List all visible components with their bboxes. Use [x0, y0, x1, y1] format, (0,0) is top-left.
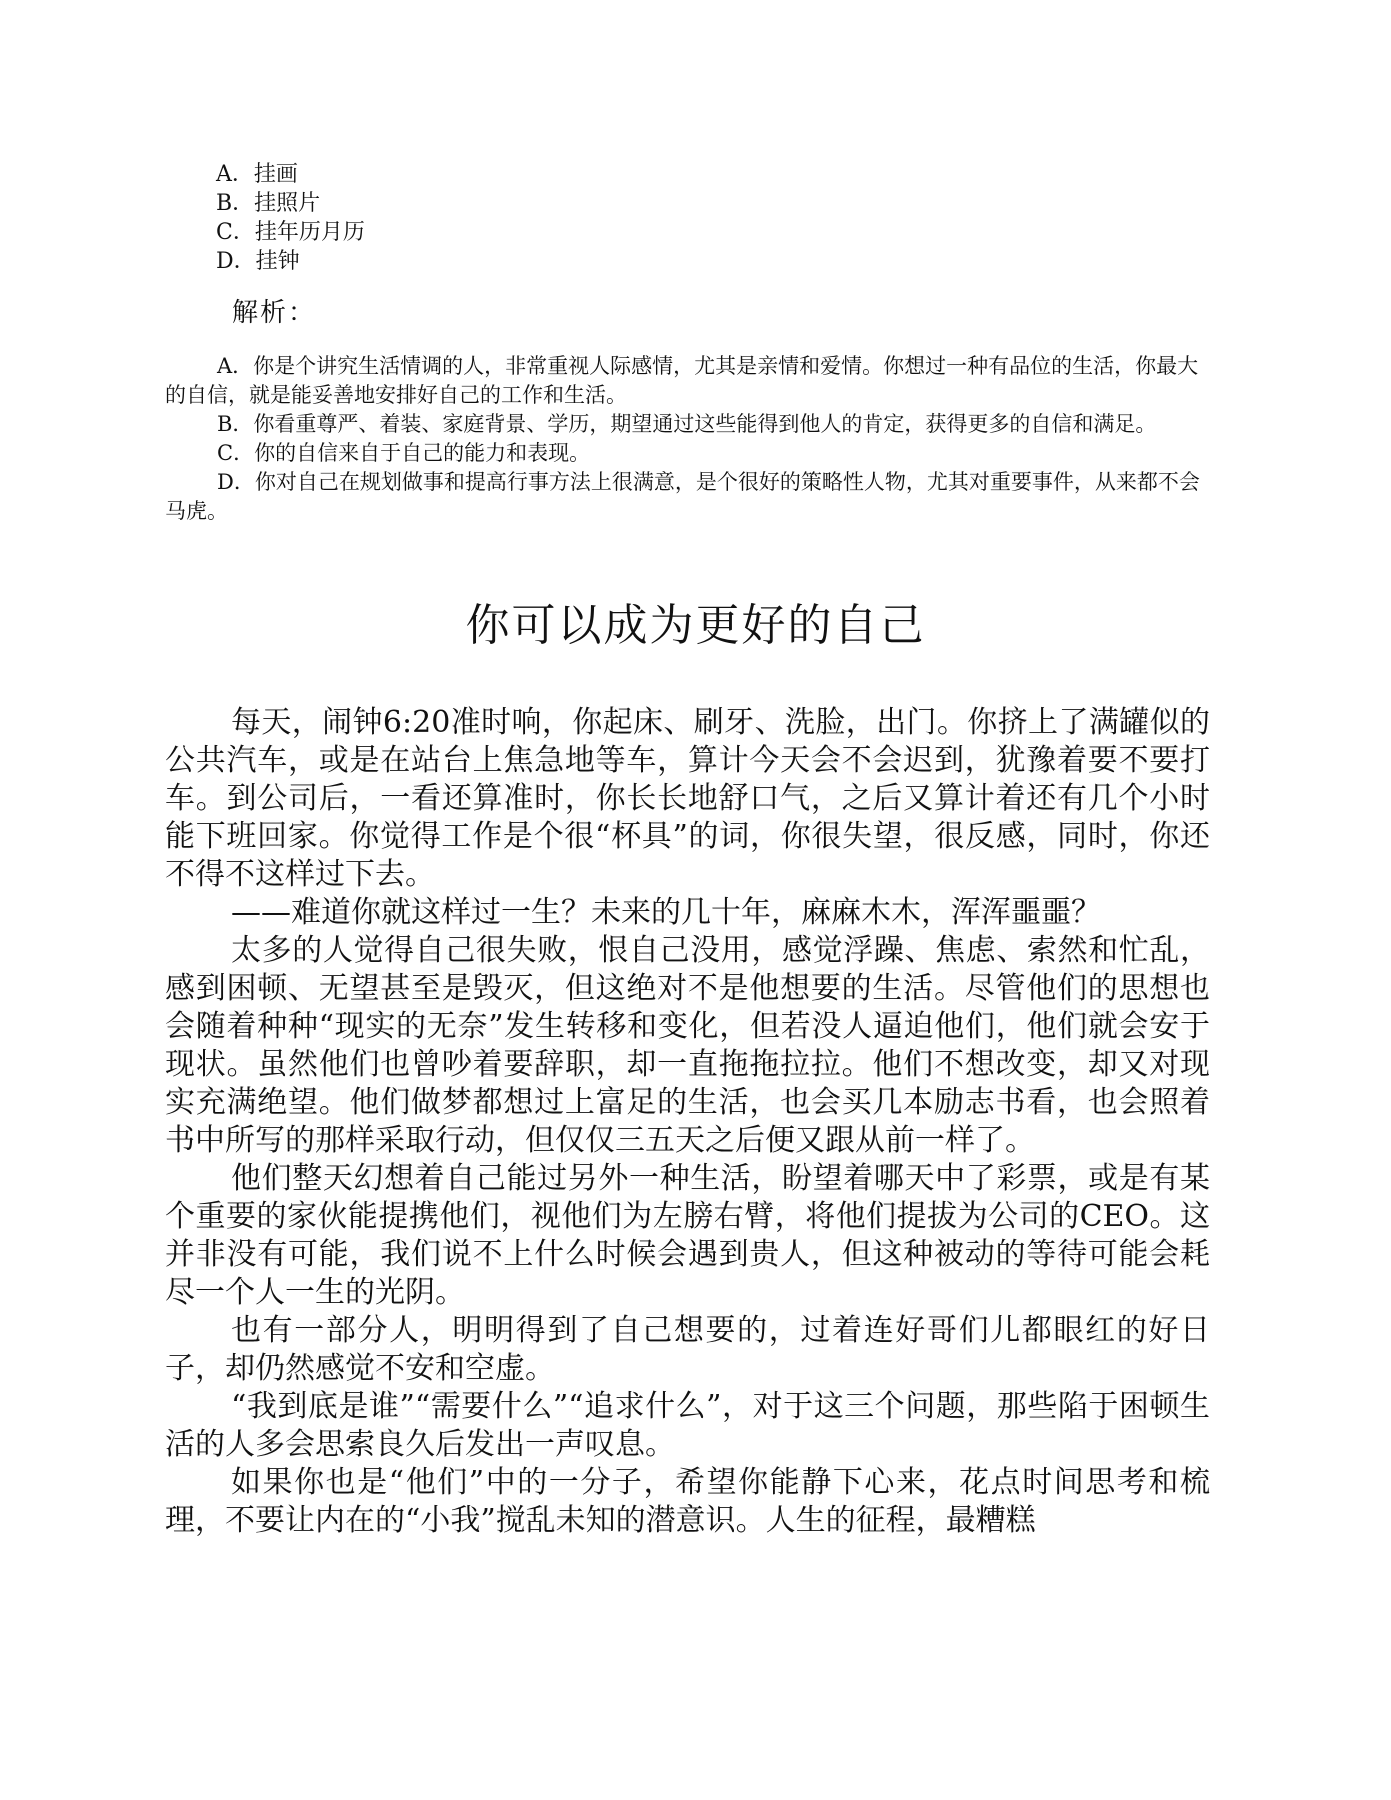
- paragraph: 他们整天幻想着自己能过另外一种生活，盼望着哪天中了彩票，或是有某个重要的家伙能提携他们，视他们为左膀右臂，将他们提拔为公司的CEO。这并非没有可能，我们说不上什么时候会遇到贵人，但这种被动的等待可能会耗尽一个人一生的光阴。: [165, 1161, 1210, 1310]
- answer-options: [216, 160, 365, 276]
- option-b: B．挂照片: [216, 191, 321, 216]
- paragraph: 每天，闹钟6:20准时响，你起床、刷牙、洗脸，出门。你挤上了满罐似的公共汽车，或是在站台上焦急地等车，算计今天会不会迟到，犹豫着要不要打车。到公司后，一看还算准时，你长长地舒口气，之后又算计着还有几个小时能下班回家。你觉得工作是个很“杯具”的词，你很失望，很反感，同时，你还不得不这样过下去。: [165, 705, 1210, 892]
- analysis-heading: 解析：: [232, 298, 317, 328]
- analysis-c: C．你的自信来自于自己的能力和表现。: [217, 441, 591, 465]
- paragraph: ——难道你就这样过一生？未来的几十年，麻麻木木，浑浑噩噩？: [231, 895, 1101, 930]
- paragraph: 也有一部分人，明明得到了自己想要的，过着连好哥们儿都眼红的好日子，却仍然感觉不安和空虚。: [165, 1313, 1210, 1386]
- analysis-b: B．你看重尊严、着装、家庭背景、学历，期望通过这些能得到他人的肯定，获得更多的自信和满足。: [217, 412, 1157, 436]
- chapter-title: 你可以成为更好的自己: [465, 600, 926, 651]
- option-d: D．挂钟: [216, 249, 300, 274]
- analysis-d: D．你对自己在规划做事和提高行事方法上很满意，是个很好的策略性人物，尤其对重要事件，从来都不会马虎。: [165, 470, 1200, 523]
- option-c: C．挂年历月历: [216, 220, 365, 245]
- paragraph: 太多的人觉得自己很失败，恨自己没用，感觉浮躁、焦虑、索然和忙乱，感到困顿、无望甚至是毁灭，但这绝对不是他想要的生活。尽管他们的思想也会随着种种“现实的无奈”发生转移和变化，但若没人逼迫他们，他们就会安于现状。虽然他们也曾吵着要辞职，却一直拖拖拉拉。他们不想改变，却又对现实充满绝望。他们做梦都想过上富足的生活，也会买几本励志书看，也会照着书中所写的那样采取行动，但仅仅三五天之后便又跟从前一样了。: [165, 933, 1210, 1158]
- paragraph: “我到底是谁”“需要什么”“追求什么”，对于这三个问题，那些陷于困顿生活的人多会思索良久后发出一声叹息。: [165, 1389, 1210, 1462]
- analysis-a: A．你是个讲究生活情调的人，非常重视人际感情，尤其是亲情和爱情。你想过一种有品位的生活，你最大的自信，就是能妥善地安排好自己的工作和生活。: [165, 354, 1199, 407]
- analysis-section: [165, 352, 1205, 526]
- paragraph: 如果你也是“他们”中的一分子，希望你能静下心来，花点时间思考和梳理，不要让内在的“小我”搅乱未知的潜意识。人生的征程，最糟糕: [165, 1465, 1210, 1538]
- option-a: A．挂画: [216, 162, 298, 187]
- chapter-body: [165, 704, 1210, 1540]
